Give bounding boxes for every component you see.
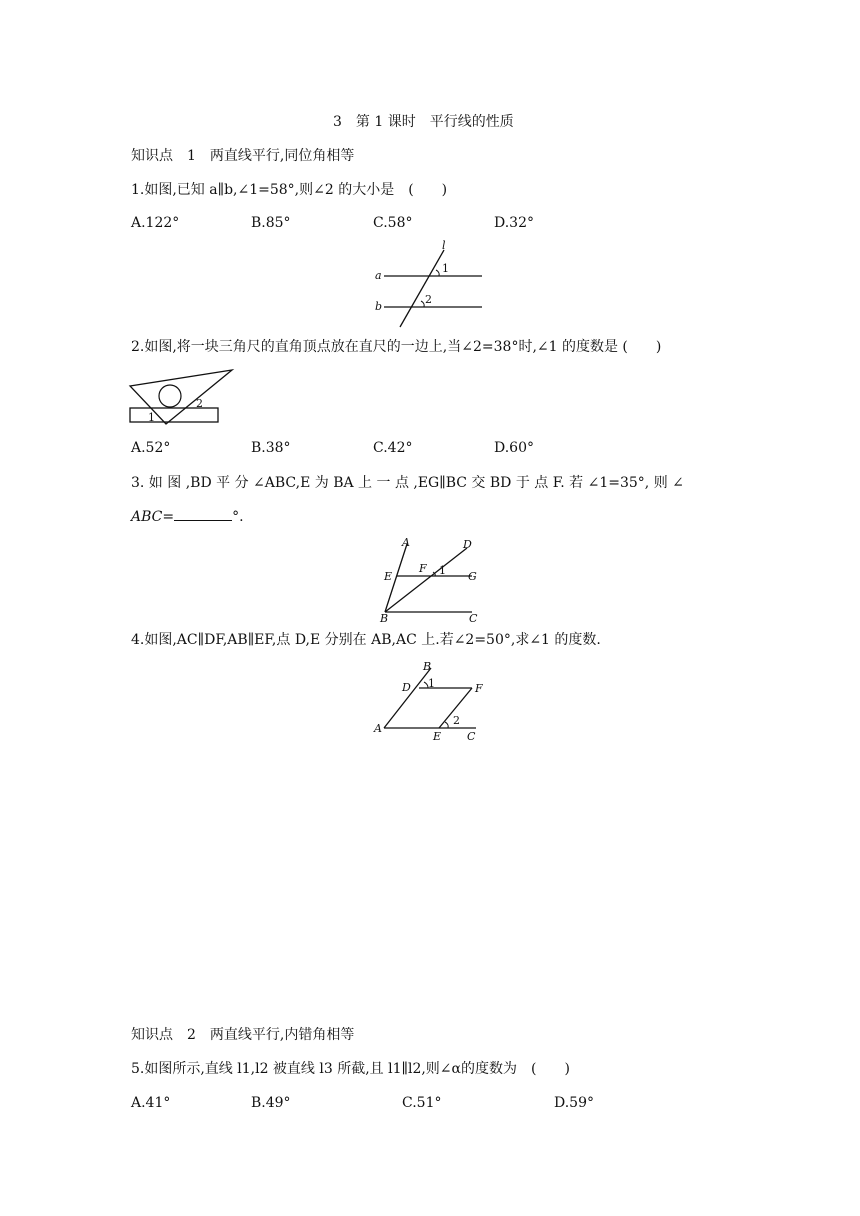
q1-label-b: b — [375, 300, 383, 313]
q5-option-a[interactable]: A.41° — [131, 1095, 171, 1111]
q2-option-c[interactable]: C.42° — [373, 440, 413, 456]
q1-option-a[interactable]: A.122° — [131, 215, 180, 231]
q4-angle-2-arc — [445, 722, 448, 728]
question-1-stem: 1.如图,已知 a∥b,∠1=58°,则∠2 的大小是 ( ) — [131, 182, 448, 198]
q4-line-AB — [384, 668, 431, 728]
q3-label-E: E — [384, 570, 393, 583]
q1-option-d[interactable]: D.32° — [494, 215, 534, 231]
section-heading-1: 知识点 1 两直线平行,同位角相等 — [131, 148, 355, 164]
q3-label-1: 1 — [439, 564, 446, 577]
q1-label-1: 1 — [442, 262, 449, 275]
q5-option-b[interactable]: B.49° — [251, 1095, 291, 1111]
q4-label-F: F — [475, 682, 483, 695]
q3-label-C: C — [469, 612, 478, 625]
q1-figure — [370, 240, 490, 330]
q1-label-2: 2 — [425, 293, 432, 306]
q3-label-B: B — [380, 612, 389, 625]
q1-option-c[interactable]: C.58° — [373, 215, 413, 231]
page-title: 3 第 1 课时 平行线的性质 — [333, 114, 514, 130]
q1-angle-2-arc — [421, 301, 424, 307]
q2-ruler — [130, 408, 218, 422]
q2-option-b[interactable]: B.38° — [251, 440, 291, 456]
q1-angle-1-arc — [436, 270, 439, 276]
q3-line-2-suffix: °. — [232, 509, 244, 525]
question-4-stem: 4.如图,AC∥DF,AB∥EF,点 D,E 分别在 AB,AC 上.若∠2=50°,求∠1 的度数. — [131, 632, 601, 648]
q2-triangle-hole — [159, 385, 181, 407]
q2-option-a[interactable]: A.52° — [131, 440, 171, 456]
q4-label-D: D — [402, 681, 411, 694]
q2-label-1: 1 — [148, 411, 155, 424]
q5-option-d[interactable]: D.59° — [554, 1095, 594, 1111]
q2-label-2: 2 — [196, 397, 203, 410]
q1-option-b[interactable]: B.85° — [251, 215, 291, 231]
question-2-stem: 2.如图,将一块三角尺的直角顶点放在直尺的一边上,当∠2=38°时,∠1 的度数是 ( ) — [131, 339, 662, 355]
q4-label-C: C — [467, 730, 476, 743]
q2-option-d[interactable]: D.60° — [494, 440, 534, 456]
q3-label-F: F — [419, 562, 427, 575]
q1-label-a: a — [375, 269, 382, 282]
q1-label-l: l — [442, 239, 446, 252]
q4-label-1: 1 — [428, 677, 435, 690]
question-3-line-1: 3. 如 图 ,BD 平 分 ∠ABC,E 为 BA 上 一 点 ,EG∥BC 交 BD 于 点 F. 若 ∠1=35°, 则 ∠ — [131, 475, 684, 491]
q3-label-D: D — [463, 538, 472, 551]
q3-label-G: G — [468, 570, 477, 583]
q4-label-B: B — [423, 660, 432, 673]
q3-line-2-prefix: ABC= — [131, 509, 175, 525]
q3-label-A: A — [402, 536, 410, 549]
q4-figure — [372, 660, 492, 744]
q4-label-2: 2 — [453, 714, 460, 727]
q4-label-A: A — [374, 722, 382, 735]
question-3-line-2 — [131, 508, 244, 526]
q3-ray-BD — [385, 548, 467, 612]
question-5-stem: 5.如图所示,直线 l1,l2 被直线 l3 所截,且 l1∥l2,则∠α的度数为 ( ) — [131, 1061, 570, 1077]
q3-figure — [377, 534, 487, 625]
q5-option-c[interactable]: C.51° — [402, 1095, 442, 1111]
q1-transversal-l — [400, 250, 444, 327]
section-heading-2: 知识点 2 两直线平行,内错角相等 — [131, 1027, 355, 1043]
q3-answer-blank[interactable] — [174, 508, 232, 521]
q4-label-E: E — [433, 730, 442, 743]
q2-figure — [128, 366, 238, 426]
